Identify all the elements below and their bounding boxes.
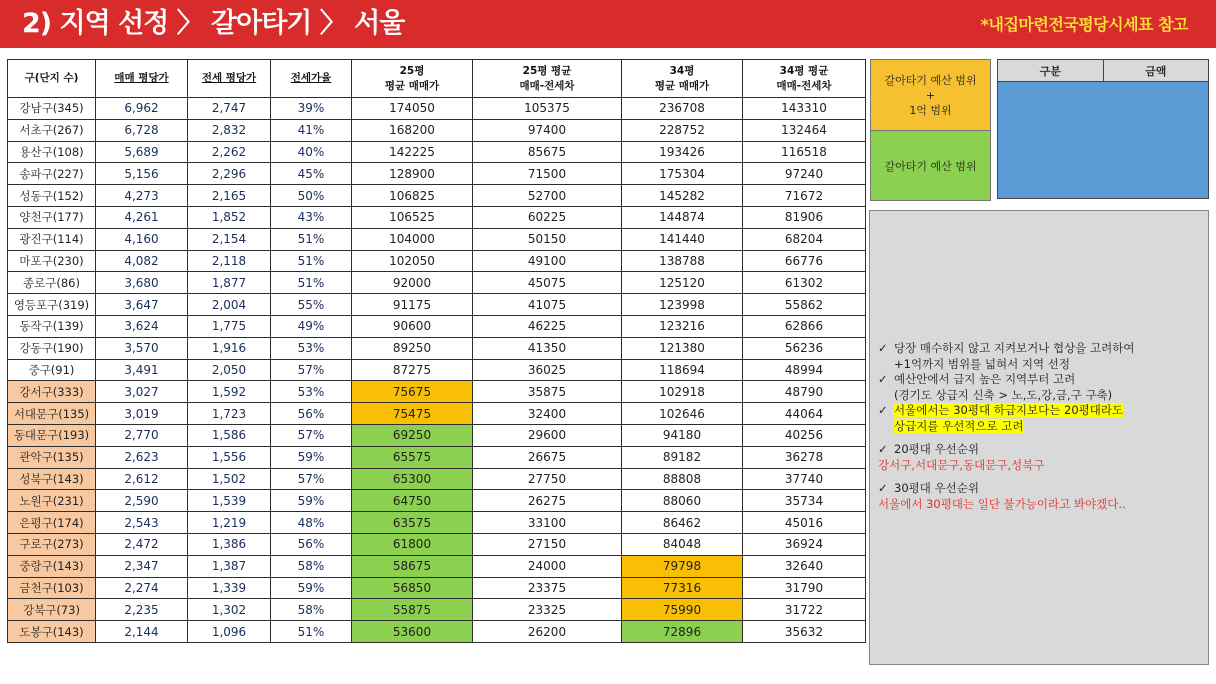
value-cell: 48994 (743, 359, 866, 381)
value-cell: 36025 (473, 359, 622, 381)
value-cell: 45016 (743, 512, 866, 534)
value-cell: 1,556 (188, 446, 271, 468)
page-title: 2) 지역 선정 〉 갈아타기 〉 서울 (22, 8, 405, 39)
table-row (8, 403, 866, 425)
value-cell: 71672 (743, 185, 866, 207)
value-cell: 142225 (352, 141, 473, 163)
value-cell: 65300 (352, 468, 473, 490)
value-cell: 36278 (743, 446, 866, 468)
value-cell: 56236 (743, 337, 866, 359)
value-cell: 61800 (352, 533, 473, 555)
value-cell: 5,689 (96, 141, 188, 163)
value-cell: 23375 (473, 577, 622, 599)
value-cell: 102050 (352, 250, 473, 272)
value-cell: 64750 (352, 490, 473, 512)
value-cell: 57% (271, 359, 352, 381)
value-cell: 63575 (352, 512, 473, 534)
col-header-jeonse-ratio: 전세가율 (271, 60, 352, 98)
district-cell: 용산구(108) (8, 141, 96, 163)
value-cell: 2,472 (96, 533, 188, 555)
value-cell: 2,623 (96, 446, 188, 468)
value-cell: 45075 (473, 272, 622, 294)
table-row (8, 315, 866, 337)
table-row (8, 206, 866, 228)
value-cell: 1,852 (188, 206, 271, 228)
amount-table-body (998, 82, 1209, 199)
value-cell: 35632 (743, 621, 866, 643)
table-row (8, 185, 866, 207)
value-cell: 144874 (622, 206, 743, 228)
value-cell: 33100 (473, 512, 622, 534)
value-cell: 1,502 (188, 468, 271, 490)
value-cell: 168200 (352, 119, 473, 141)
value-cell: 6,728 (96, 119, 188, 141)
check-icon: ✓ (878, 372, 888, 386)
value-cell: 27750 (473, 468, 622, 490)
header-bar (0, 0, 1216, 48)
value-cell: 58% (271, 555, 352, 577)
value-cell: 1,539 (188, 490, 271, 512)
value-cell: 1,916 (188, 337, 271, 359)
value-cell: 1,339 (188, 577, 271, 599)
value-cell: 62866 (743, 315, 866, 337)
value-cell: 2,262 (188, 141, 271, 163)
value-cell: 75675 (352, 381, 473, 403)
value-cell: 68204 (743, 228, 866, 250)
table-row (8, 337, 866, 359)
value-cell: 2,144 (96, 621, 188, 643)
table-row (8, 533, 866, 555)
value-cell: 44064 (743, 403, 866, 425)
value-cell: 97400 (473, 119, 622, 141)
table-row (8, 381, 866, 403)
district-cell: 동대문구(193) (8, 424, 96, 446)
table-row (8, 599, 866, 621)
value-cell: 143310 (743, 98, 866, 120)
district-cell: 금천구(103) (8, 577, 96, 599)
value-cell: 90600 (352, 315, 473, 337)
table-row (8, 228, 866, 250)
value-cell: 37740 (743, 468, 866, 490)
value-cell: 193426 (622, 141, 743, 163)
value-cell: 35734 (743, 490, 866, 512)
table-row (8, 359, 866, 381)
district-cell: 광진구(114) (8, 228, 96, 250)
value-cell: 55% (271, 294, 352, 316)
value-cell: 1,096 (188, 621, 271, 643)
value-cell: 86462 (622, 512, 743, 534)
district-cell: 은평구(174) (8, 512, 96, 534)
table-row (8, 294, 866, 316)
value-cell: 61302 (743, 272, 866, 294)
table-row (8, 272, 866, 294)
value-cell: 145282 (622, 185, 743, 207)
note-3: ✓ 서울에서는 30평대 하급지보다는 20평대라도 상급지를 우선적으로 고려 (878, 403, 1124, 433)
check-icon: ✓ (878, 481, 888, 495)
value-cell: 123998 (622, 294, 743, 316)
note-2: ✓ 예산안에서 급지 높은 지역부터 고려 (경기도 상급지 신축 > 노,도,강,금,구 구축) (878, 372, 1113, 402)
district-cell: 구로구(273) (8, 533, 96, 555)
value-cell: 49% (271, 315, 352, 337)
value-cell: 69250 (352, 424, 473, 446)
value-cell: 1,387 (188, 555, 271, 577)
value-cell: 53% (271, 381, 352, 403)
value-cell: 89182 (622, 446, 743, 468)
value-cell: 4,261 (96, 206, 188, 228)
district-cell: 중랑구(143) (8, 555, 96, 577)
district-cell: 강북구(73) (8, 599, 96, 621)
value-cell: 65575 (352, 446, 473, 468)
value-cell: 2,747 (188, 98, 271, 120)
district-cell: 관악구(135) (8, 446, 96, 468)
value-cell: 4,273 (96, 185, 188, 207)
value-cell: 141440 (622, 228, 743, 250)
source-note: *내집마련전국평당시세표 참고 (980, 15, 1188, 34)
value-cell: 118694 (622, 359, 743, 381)
district-cell: 강동구(190) (8, 337, 96, 359)
value-cell: 97240 (743, 163, 866, 185)
table-row (8, 163, 866, 185)
table-row (8, 555, 866, 577)
value-cell: 138788 (622, 250, 743, 272)
value-cell: 51% (271, 272, 352, 294)
value-cell: 41% (271, 119, 352, 141)
value-cell: 2,590 (96, 490, 188, 512)
value-cell: 56850 (352, 577, 473, 599)
table-row (8, 424, 866, 446)
value-cell: 6,962 (96, 98, 188, 120)
value-cell: 4,082 (96, 250, 188, 272)
value-cell: 32400 (473, 403, 622, 425)
value-cell: 92000 (352, 272, 473, 294)
priority-20-list: 강서구,서대문구,동대문구,성북구 (878, 457, 1045, 472)
col-header-34-gap: 34평 평균 매매-전세차 (743, 60, 866, 98)
value-cell: 59% (271, 446, 352, 468)
value-cell: 125120 (622, 272, 743, 294)
table-row (8, 468, 866, 490)
value-cell: 2,050 (188, 359, 271, 381)
value-cell: 85675 (473, 141, 622, 163)
value-cell: 55875 (352, 599, 473, 621)
table-row (8, 98, 866, 120)
check-icon: ✓ (878, 341, 888, 355)
value-cell: 2,235 (96, 599, 188, 621)
table-row (8, 621, 866, 643)
value-cell: 40% (271, 141, 352, 163)
value-cell: 43% (271, 206, 352, 228)
value-cell: 104000 (352, 228, 473, 250)
value-cell: 123216 (622, 315, 743, 337)
amount-col-category: 구분 (998, 60, 1104, 82)
district-cell: 중구(91) (8, 359, 96, 381)
value-cell: 29600 (473, 424, 622, 446)
value-cell: 236708 (622, 98, 743, 120)
district-cell: 강남구(345) (8, 98, 96, 120)
value-cell: 132464 (743, 119, 866, 141)
check-icon: ✓ (878, 442, 888, 456)
value-cell: 1,592 (188, 381, 271, 403)
value-cell: 75990 (622, 599, 743, 621)
note-1: ✓ 당장 매수하지 않고 지켜보거나 협상을 고려하여 +1억까지 범위를 넓혀서 지역 선정 (878, 341, 1135, 371)
value-cell: 27150 (473, 533, 622, 555)
value-cell: 2,165 (188, 185, 271, 207)
value-cell: 41075 (473, 294, 622, 316)
budget-legend-label: 갈아타기 예산 범위 (884, 73, 977, 87)
value-cell: 39% (271, 98, 352, 120)
col-header-sale-price: 매매 평당가 (96, 60, 188, 98)
value-cell: 1,586 (188, 424, 271, 446)
table-row (8, 119, 866, 141)
district-cell: 영등포구(319) (8, 294, 96, 316)
value-cell: 71500 (473, 163, 622, 185)
value-cell: 48790 (743, 381, 866, 403)
value-cell: 1,386 (188, 533, 271, 555)
district-cell: 서대문구(135) (8, 403, 96, 425)
value-cell: 36924 (743, 533, 866, 555)
value-cell: 51% (271, 250, 352, 272)
value-cell: 26675 (473, 446, 622, 468)
value-cell: 91175 (352, 294, 473, 316)
table-row (8, 141, 866, 163)
col-header-34-sale: 34평 평균 매매가 (622, 60, 743, 98)
value-cell: 2,118 (188, 250, 271, 272)
budget-legend-plus: + (925, 88, 936, 102)
value-cell: 23325 (473, 599, 622, 621)
value-cell: 174050 (352, 98, 473, 120)
value-cell: 26275 (473, 490, 622, 512)
value-cell: 1,877 (188, 272, 271, 294)
value-cell: 102646 (622, 403, 743, 425)
value-cell: 175304 (622, 163, 743, 185)
value-cell: 128900 (352, 163, 473, 185)
value-cell: 41350 (473, 337, 622, 359)
value-cell: 75475 (352, 403, 473, 425)
district-cell: 도봉구(143) (8, 621, 96, 643)
table-row (8, 512, 866, 534)
value-cell: 1,723 (188, 403, 271, 425)
value-cell: 2,274 (96, 577, 188, 599)
table-header-row (8, 60, 866, 98)
value-cell: 49100 (473, 250, 622, 272)
value-cell: 2,832 (188, 119, 271, 141)
value-cell: 3,491 (96, 359, 188, 381)
value-cell: 48% (271, 512, 352, 534)
note-5: ✓ 30평대 우선순위 서울에서 30평대는 일단 불가능이라고 봐야겠다.. (878, 481, 1202, 512)
value-cell: 57% (271, 424, 352, 446)
district-cell: 동작구(139) (8, 315, 96, 337)
value-cell: 2,154 (188, 228, 271, 250)
table-row (8, 446, 866, 468)
budget-legend-range: 1억 범위 (909, 103, 952, 117)
value-cell: 2,543 (96, 512, 188, 534)
value-cell: 89250 (352, 337, 473, 359)
value-cell: 3,027 (96, 381, 188, 403)
value-cell: 5,156 (96, 163, 188, 185)
district-cell: 송파구(227) (8, 163, 96, 185)
value-cell: 2,612 (96, 468, 188, 490)
value-cell: 56% (271, 403, 352, 425)
value-cell: 50150 (473, 228, 622, 250)
value-cell: 66776 (743, 250, 866, 272)
value-cell: 58675 (352, 555, 473, 577)
district-cell: 노원구(231) (8, 490, 96, 512)
seoul-price-table (7, 59, 866, 643)
value-cell: 32640 (743, 555, 866, 577)
district-cell: 성동구(152) (8, 185, 96, 207)
value-cell: 106825 (352, 185, 473, 207)
amount-table (997, 59, 1209, 199)
value-cell: 87275 (352, 359, 473, 381)
amount-col-amount: 금액 (1103, 60, 1209, 82)
value-cell: 228752 (622, 119, 743, 141)
value-cell: 4,160 (96, 228, 188, 250)
value-cell: 51% (271, 228, 352, 250)
value-cell: 1,775 (188, 315, 271, 337)
district-cell: 종로구(86) (8, 272, 96, 294)
notes-panel (869, 210, 1209, 665)
value-cell: 35875 (473, 381, 622, 403)
value-cell: 58% (271, 599, 352, 621)
district-cell: 서초구(267) (8, 119, 96, 141)
value-cell: 53% (271, 337, 352, 359)
value-cell: 56% (271, 533, 352, 555)
value-cell: 94180 (622, 424, 743, 446)
col-header-jeonse-price: 전세 평당가 (188, 60, 271, 98)
value-cell: 31790 (743, 577, 866, 599)
value-cell: 45% (271, 163, 352, 185)
value-cell: 84048 (622, 533, 743, 555)
value-cell: 2,004 (188, 294, 271, 316)
value-cell: 3,647 (96, 294, 188, 316)
value-cell: 40256 (743, 424, 866, 446)
value-cell: 50% (271, 185, 352, 207)
value-cell: 51% (271, 621, 352, 643)
col-header-district: 구(단지 수) (8, 60, 96, 98)
table-row (8, 250, 866, 272)
table-row (8, 577, 866, 599)
value-cell: 3,680 (96, 272, 188, 294)
col-header-25-sale: 25평 평균 매매가 (352, 60, 473, 98)
value-cell: 102918 (622, 381, 743, 403)
value-cell: 77316 (622, 577, 743, 599)
value-cell: 31722 (743, 599, 866, 621)
district-cell: 성북구(143) (8, 468, 96, 490)
district-cell: 양천구(177) (8, 206, 96, 228)
table-row (8, 490, 866, 512)
value-cell: 46225 (473, 315, 622, 337)
value-cell: 2,296 (188, 163, 271, 185)
district-cell: 마포구(230) (8, 250, 96, 272)
value-cell: 3,624 (96, 315, 188, 337)
value-cell: 24000 (473, 555, 622, 577)
value-cell: 3,019 (96, 403, 188, 425)
value-cell: 2,347 (96, 555, 188, 577)
value-cell: 53600 (352, 621, 473, 643)
value-cell: 55862 (743, 294, 866, 316)
value-cell: 1,219 (188, 512, 271, 534)
value-cell: 116518 (743, 141, 866, 163)
value-cell: 106525 (352, 206, 473, 228)
value-cell: 59% (271, 577, 352, 599)
value-cell: 59% (271, 490, 352, 512)
value-cell: 26200 (473, 621, 622, 643)
value-cell: 2,770 (96, 424, 188, 446)
value-cell: 105375 (473, 98, 622, 120)
col-header-25-gap: 25평 평균 매매-전세차 (473, 60, 622, 98)
value-cell: 72896 (622, 621, 743, 643)
value-cell: 81906 (743, 206, 866, 228)
value-cell: 57% (271, 468, 352, 490)
value-cell: 3,570 (96, 337, 188, 359)
value-cell: 88060 (622, 490, 743, 512)
priority-30-text: 서울에서 30평대는 일단 불가능이라고 봐야겠다.. (878, 496, 1126, 511)
check-icon: ✓ (878, 403, 888, 417)
budget-legend (870, 59, 991, 201)
budget-legend-plus-1eok (871, 60, 990, 131)
value-cell: 79798 (622, 555, 743, 577)
note-4: ✓ 20평대 우선순위 강서구,서대문구,동대문구,성북구 (878, 442, 1202, 473)
district-cell: 강서구(333) (8, 381, 96, 403)
budget-legend-range-box: 갈아타기 예산 범위 (871, 131, 990, 200)
value-cell: 121380 (622, 337, 743, 359)
value-cell: 52700 (473, 185, 622, 207)
value-cell: 60225 (473, 206, 622, 228)
value-cell: 1,302 (188, 599, 271, 621)
value-cell: 88808 (622, 468, 743, 490)
